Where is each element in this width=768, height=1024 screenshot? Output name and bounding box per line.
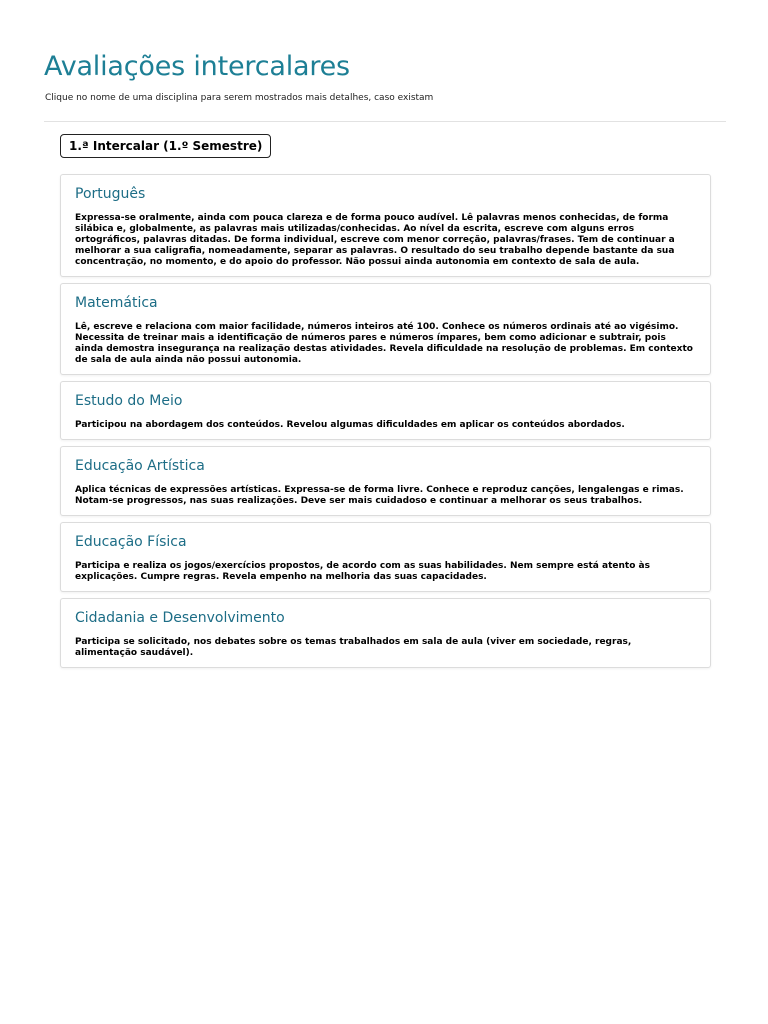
subject-title-educacao-artistica[interactable]: Educação Artística bbox=[75, 458, 205, 474]
subject-card-cidadania bbox=[60, 598, 711, 668]
subject-list bbox=[60, 174, 711, 674]
subject-title-portugues[interactable]: Português bbox=[75, 186, 146, 202]
subject-text-educacao-artistica: Aplica técnicas de expressões artísticas. Expressa-se de forma livre. Conhece e reproduz canções, lengalengas e rimas. Notam-se progressos, nas suas realizações. Deve ser mais cuidadoso e continuar a melhorar os seus trabalhos. bbox=[75, 485, 684, 506]
subject-card-educacao-fisica bbox=[60, 522, 711, 592]
subject-card-educacao-artistica bbox=[60, 446, 711, 516]
header-divider bbox=[44, 121, 726, 122]
period-tab-1st-intercalar[interactable]: 1.ª Intercalar (1.º Semestre) bbox=[60, 134, 271, 158]
subject-title-educacao-fisica[interactable]: Educação Física bbox=[75, 534, 187, 550]
subject-text-matematica: Lê, escreve e relaciona com maior facilidade, números inteiros até 100. Conhece os números ordinais até ao vigésimo. Necessita de treinar mais a identificação de números pares e números ímpares, bem como adicionar e subtrair, pois ainda demostra insegurança na realização destas atividades. Revela dificuldade na resolução de problemas. Em contexto de sala de aula ainda não possui autonomia. bbox=[75, 322, 693, 365]
subject-title-matematica[interactable]: Matemática bbox=[75, 295, 158, 311]
subject-text-estudo-do-meio: Participou na abordagem dos conteúdos. Revelou algumas dificuldades em aplicar os conteúdos abordados. bbox=[75, 420, 625, 430]
page-subtitle: Clique no nome de uma disciplina para serem mostrados mais detalhes, caso existam bbox=[45, 93, 434, 103]
subject-text-cidadania: Participa se solicitado, nos debates sobre os temas trabalhados em sala de aula (viver em sociedade, regras, alimentação saudável). bbox=[75, 637, 632, 658]
subject-card-portugues bbox=[60, 174, 711, 277]
subject-card-matematica bbox=[60, 283, 711, 375]
page-title: Avaliações intercalares bbox=[44, 51, 350, 82]
subject-text-portugues: Expressa-se oralmente, ainda com pouca clareza e de forma pouco audível. Lê palavras menos conhecidas, de forma silábica e, globalmente, as palavras mais utilizadas/conhecidas. Ao nível da escrita, escreve com alguns erros ortográficos, palavras ditadas. De forma individual, escreve com menor correção, palavras/frases. Tem de continuar a melhorar a sua caligrafia, nomeadamente, separar as palavras. O resultado do seu trabalho depende bastante da sua concentração, no momento, e do apoio do professor. Não possui ainda autonomia em contexto de sala de aula. bbox=[75, 213, 675, 267]
subject-title-cidadania[interactable]: Cidadania e Desenvolvimento bbox=[75, 610, 285, 626]
subject-title-estudo-do-meio[interactable]: Estudo do Meio bbox=[75, 393, 183, 409]
subject-text-educacao-fisica: Participa e realiza os jogos/exercícios propostos, de acordo com as suas habilidades. Nem sempre está atento às explicações. Cumpre regras. Revela empenho na melhoria das suas capacidades. bbox=[75, 561, 650, 582]
subject-card-estudo-do-meio bbox=[60, 381, 711, 440]
